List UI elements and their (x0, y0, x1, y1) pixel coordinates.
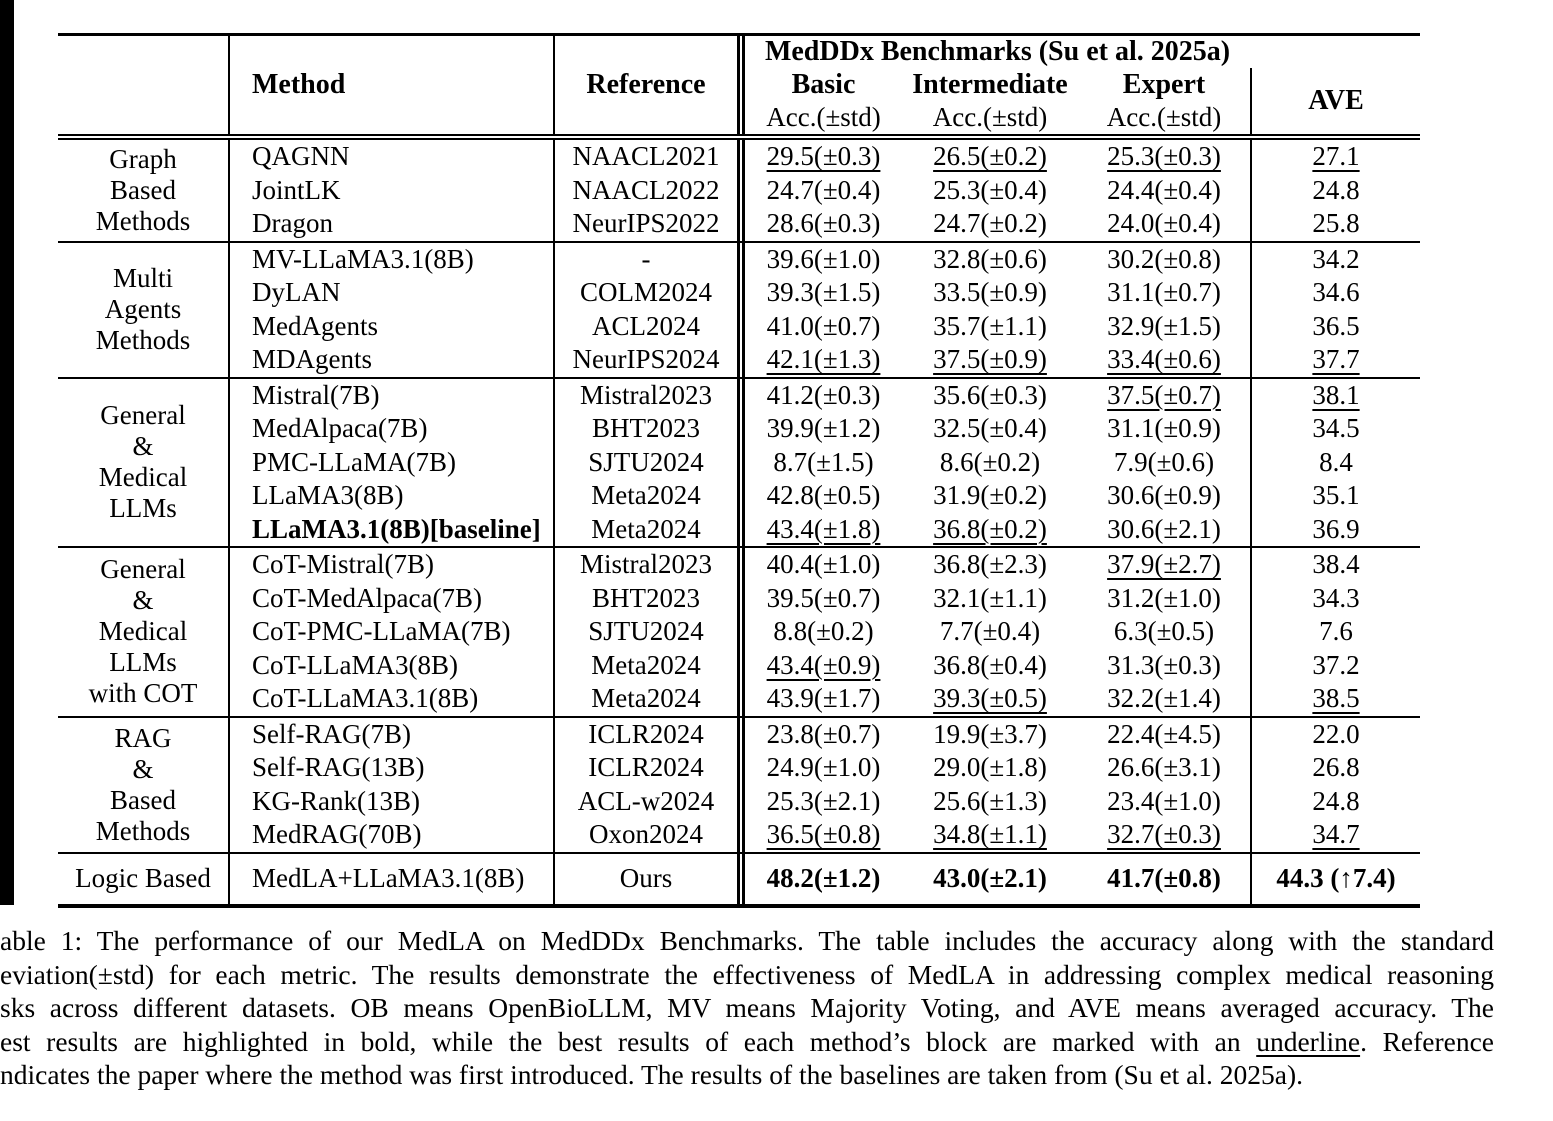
metric-value: 32.8(±0.6) (933, 243, 1047, 274)
intermediate-acc-cell (902, 276, 1078, 310)
ave-cell (1250, 446, 1420, 480)
method-name: MedAgents (228, 310, 553, 344)
metric-value: 34.8(±1.1) (933, 819, 1047, 850)
reference-venue: - (553, 243, 737, 277)
intermediate-acc-cell (902, 412, 1078, 446)
left-edge-bar (0, 0, 14, 905)
ave-cell (1250, 854, 1420, 904)
metric-value: 37.9(±2.7) (1107, 549, 1221, 580)
ave-cell (1250, 513, 1420, 547)
block-category (58, 379, 228, 547)
intermediate-acc-cell (902, 243, 1078, 277)
metric-value: 24.8 (1312, 174, 1360, 205)
metric-value: 7.7(±0.4) (939, 616, 1041, 647)
block-category (58, 140, 228, 241)
metric-value: 42.8(±0.5) (766, 480, 881, 511)
metric-value: 8.7(±1.5) (773, 446, 874, 477)
expert-acc-cell (1078, 751, 1250, 785)
expert-acc-cell (1078, 479, 1250, 513)
reference-venue: NAACL2021 (553, 140, 737, 174)
ave-cell (1250, 785, 1420, 819)
metric-value: 30.2(±0.8) (1107, 243, 1221, 274)
metric-value: 31.2(±1.0) (1107, 582, 1221, 613)
expert-acc-cell (1078, 718, 1250, 752)
basic-acc-cell (737, 343, 902, 377)
block-category-line: Multi (112, 263, 173, 293)
reference-venue: Meta2024 (553, 682, 737, 716)
metric-value: 34.3 (1312, 582, 1360, 613)
block-category-line: & (132, 585, 154, 616)
method-name: MDAgents (228, 343, 553, 377)
metric-value: 43.9(±1.7) (766, 683, 881, 714)
expert-acc-cell (1078, 513, 1250, 547)
header-basic: Basic (737, 68, 902, 101)
basic-acc-cell (737, 412, 902, 446)
method-block-2 (58, 377, 1420, 547)
metric-value: 25.3(±0.4) (933, 174, 1047, 205)
expert-acc-cell (1078, 615, 1250, 649)
expert-acc-cell (1078, 582, 1250, 616)
metric-value: 39.3(±1.5) (766, 277, 881, 308)
metric-value: 24.7(±0.4) (766, 174, 881, 205)
reference-venue: Meta2024 (553, 479, 737, 513)
metric-value: 42.1(±1.3) (766, 344, 881, 375)
metric-value: 24.0(±0.4) (1107, 208, 1221, 239)
intermediate-acc-cell (902, 718, 1078, 752)
ave-cell (1250, 718, 1420, 752)
metric-value: 43.4(±1.8) (766, 513, 881, 544)
caption-line-4 (0, 1025, 1494, 1059)
basic-acc-cell (737, 243, 902, 277)
metric-value: 34.2 (1312, 243, 1360, 274)
ave-cell (1250, 243, 1420, 277)
caption-underline-word: underline (1256, 1025, 1361, 1057)
expert-acc-cell (1078, 310, 1250, 344)
expert-acc-cell (1078, 243, 1250, 277)
ave-cell (1250, 649, 1420, 683)
caption-line-3: sks across different datasets. OB means OpenBioLLM, MV means Majority Voting, and AVE means averaged accuracy. The (0, 992, 1494, 1023)
basic-acc-cell (737, 818, 902, 852)
basic-acc-cell (737, 751, 902, 785)
ave-cell (1250, 207, 1420, 241)
metric-value: 32.7(±0.3) (1107, 819, 1221, 850)
reference-venue: SJTU2024 (553, 446, 737, 480)
metric-value: 33.5(±0.9) (933, 277, 1047, 308)
expert-acc-cell (1078, 174, 1250, 208)
metric-value: 39.6(±1.0) (766, 243, 881, 274)
metric-value: 31.9(±0.2) (933, 480, 1047, 511)
metric-value: 37.2 (1312, 649, 1360, 680)
method-name: JointLK (228, 174, 553, 208)
metric-value: 29.0(±1.8) (933, 752, 1047, 783)
reference-venue: Mistral2023 (553, 379, 737, 413)
method-name: CoT-PMC-LLaMA(7B) (228, 615, 553, 649)
block-category-line: LLMs (109, 647, 177, 678)
metric-value: 41.7(±0.8) (1107, 863, 1221, 893)
method-block-3 (58, 546, 1420, 716)
expert-acc-cell (1078, 548, 1250, 582)
header-method: Method (228, 36, 553, 134)
block-category-line: LLMs (109, 493, 177, 524)
metric-value: 35.1 (1312, 480, 1360, 511)
expert-acc-cell (1078, 379, 1250, 413)
metric-value: 43.0(±2.1) (933, 863, 1047, 893)
basic-acc-cell (737, 446, 902, 480)
intermediate-acc-cell (902, 343, 1078, 377)
header-intermediate-acc: Acc.(±std) (932, 102, 1048, 132)
basic-acc-cell (737, 615, 902, 649)
basic-acc-cell (737, 785, 902, 819)
basic-acc-cell (737, 276, 902, 310)
metric-value: 26.8 (1312, 752, 1360, 783)
metric-value: 31.1(±0.9) (1107, 413, 1221, 444)
metric-value: 24.7(±0.2) (933, 208, 1047, 239)
metric-value: 30.6(±0.9) (1107, 480, 1221, 511)
method-name: CoT-MedAlpaca(7B) (228, 582, 553, 616)
metric-value: 28.6(±0.3) (766, 208, 881, 239)
block-category-line: Methods (95, 205, 191, 236)
reference-venue: COLM2024 (553, 276, 737, 310)
intermediate-acc-cell (902, 174, 1078, 208)
expert-acc-cell (1078, 276, 1250, 310)
ave-cell (1250, 818, 1420, 852)
basic-acc-cell (737, 718, 902, 752)
intermediate-acc-cell (902, 785, 1078, 819)
caption-line-4-post: . Reference (1360, 1025, 1495, 1057)
expert-acc-cell (1078, 649, 1250, 683)
metric-value: 31.1(±0.7) (1107, 277, 1221, 308)
block-category-line: with COT (88, 678, 198, 709)
method-name: Self-RAG(7B) (228, 718, 553, 752)
ave-cell (1250, 479, 1420, 513)
metric-value: 27.1 (1312, 141, 1360, 172)
table-body (58, 140, 1420, 904)
reference-venue: NAACL2022 (553, 174, 737, 208)
header-reference: Reference (553, 36, 737, 134)
method-name: MedLA+LLaMA3.1(8B) (228, 854, 553, 904)
metric-value: 32.9(±1.5) (1107, 310, 1221, 341)
metric-value: 30.6(±2.1) (1107, 513, 1221, 544)
ave-cell (1250, 751, 1420, 785)
metric-value: 7.6 (1319, 616, 1353, 647)
basic-acc-cell (737, 207, 902, 241)
metric-value: 44.3 (↑7.4) (1276, 863, 1396, 893)
intermediate-acc-cell (902, 207, 1078, 241)
method-name: CoT-Mistral(7B) (228, 548, 553, 582)
metric-value: 35.7(±1.1) (933, 310, 1047, 341)
block-category-line: RAG (114, 722, 172, 753)
reference-venue: NeurIPS2022 (553, 207, 737, 241)
metric-value: 36.8(±0.4) (933, 649, 1047, 680)
metric-value: 41.2(±0.3) (766, 379, 881, 410)
results-table (58, 33, 1420, 908)
metric-value: 36.8(±2.3) (933, 549, 1047, 580)
intermediate-acc-cell (902, 140, 1078, 174)
basic-acc-cell (737, 548, 902, 582)
intermediate-acc-cell (902, 615, 1078, 649)
intermediate-acc-cell (902, 682, 1078, 716)
block-category (58, 718, 228, 852)
metric-value: 25.3(±0.3) (1107, 141, 1221, 172)
metric-value: 25.3(±2.1) (766, 785, 881, 816)
block-category-line: Methods (95, 325, 191, 355)
block-category-line: Methods (95, 815, 191, 846)
block-category (58, 854, 228, 904)
reference-venue: Meta2024 (553, 513, 737, 547)
reference-venue: BHT2023 (553, 412, 737, 446)
intermediate-acc-cell (902, 479, 1078, 513)
header-expert-acc: Acc.(±std) (1106, 102, 1222, 132)
reference-venue: ACL-w2024 (553, 785, 737, 819)
expert-acc-cell (1078, 785, 1250, 819)
method-name: MV-LLaMA3.1(8B) (228, 243, 553, 277)
metric-value: 34.6 (1312, 277, 1360, 308)
metric-value: 23.8(±0.7) (766, 718, 881, 749)
header-intermediate: Intermediate (912, 68, 1068, 100)
reference-venue: SJTU2024 (553, 615, 737, 649)
metric-value: 33.4(±0.6) (1107, 344, 1221, 375)
expert-acc-cell (1078, 343, 1250, 377)
metric-value: 36.8(±0.2) (933, 513, 1047, 544)
reference-venue: BHT2023 (553, 582, 737, 616)
caption-line-4-pre: est results are highlighted in bold, while the best results of each method’s block are marked with an (0, 1025, 1257, 1057)
ave-cell (1250, 615, 1420, 649)
method-name: MedRAG(70B) (228, 818, 553, 852)
metric-value: 22.0 (1312, 718, 1360, 749)
block-category-line: & (132, 431, 154, 462)
intermediate-acc-cell (902, 751, 1078, 785)
expert-acc-cell (1078, 207, 1250, 241)
metric-value: 22.4(±4.5) (1107, 718, 1221, 749)
method-name: PMC-LLaMA(7B) (228, 446, 553, 480)
metric-value: 39.5(±0.7) (766, 582, 881, 613)
method-name: LLaMA3(8B) (228, 479, 553, 513)
metric-value: 38.4 (1312, 549, 1360, 580)
metric-value: 24.9(±1.0) (766, 752, 881, 783)
reference-venue: NeurIPS2024 (553, 343, 737, 377)
metric-value: 25.8 (1312, 208, 1360, 239)
basic-acc-cell (737, 310, 902, 344)
caption-line-2: eviation(±std) for each metric. The results demonstrate the effectiveness of MedLA in addressing complex medical reasoning (0, 958, 1494, 990)
method-name: LLaMA3.1(8B)[baseline] (228, 513, 553, 547)
metric-value: 37.7 (1312, 344, 1360, 375)
ave-cell (1250, 548, 1420, 582)
header-ave: AVE (1250, 68, 1420, 134)
metric-value: 48.2(±1.2) (766, 863, 881, 893)
ave-cell (1250, 582, 1420, 616)
metric-value: 32.5(±0.4) (933, 413, 1047, 444)
metric-value: 39.3(±0.5) (933, 683, 1047, 714)
metric-value: 38.5 (1312, 683, 1360, 714)
caption-line-1: able 1: The performance of our MedLA on MedDDx Benchmarks. The table includes the accuracy along with the standard (0, 925, 1494, 956)
header-benchmark-group: MedDDx Benchmarks (Su et al. 2025a) (737, 36, 1250, 68)
block-category (58, 548, 228, 716)
method-name: KG-Rank(13B) (228, 785, 553, 819)
metric-value: 25.6(±1.3) (933, 785, 1047, 816)
expert-acc-cell (1078, 412, 1250, 446)
metric-value: 39.9(±1.2) (766, 413, 881, 444)
ave-cell (1250, 343, 1420, 377)
block-category-line: Based (110, 174, 176, 205)
expert-acc-cell (1078, 854, 1250, 904)
basic-acc-cell (737, 513, 902, 547)
basic-acc-cell (737, 140, 902, 174)
metric-value: 32.1(±1.1) (933, 582, 1047, 613)
intermediate-acc-cell (902, 818, 1078, 852)
header-expert: Expert (1122, 68, 1206, 100)
header-basic-acc: Acc.(±std) (737, 101, 902, 134)
block-category-line: Graph (109, 143, 177, 174)
reference-venue: ICLR2024 (553, 718, 737, 752)
method-block-4 (58, 716, 1420, 852)
reference-venue: ICLR2024 (553, 751, 737, 785)
table-caption (0, 924, 1494, 1092)
metric-value: 40.4(±1.0) (766, 549, 881, 580)
ave-cell (1250, 310, 1420, 344)
metric-value: 24.8 (1312, 785, 1360, 816)
method-block-1 (58, 241, 1420, 377)
expert-acc-cell (1078, 446, 1250, 480)
intermediate-acc-cell (902, 446, 1078, 480)
block-category-line: Medical (98, 616, 188, 647)
metric-value: 6.3(±0.5) (1113, 616, 1215, 647)
method-name: Dragon (228, 207, 553, 241)
metric-value: 32.2(±1.4) (1107, 683, 1221, 714)
intermediate-acc-cell (902, 548, 1078, 582)
intermediate-acc-cell (902, 854, 1078, 904)
intermediate-acc-cell (902, 649, 1078, 683)
ave-cell (1250, 140, 1420, 174)
metric-value: 8.6(±0.2) (939, 446, 1041, 477)
intermediate-acc-cell (902, 379, 1078, 413)
basic-acc-cell (737, 174, 902, 208)
ave-cell (1250, 276, 1420, 310)
ave-cell (1250, 412, 1420, 446)
metric-value: 37.5(±0.7) (1107, 379, 1221, 410)
reference-venue: Mistral2023 (553, 548, 737, 582)
caption-line-5: ndicates the paper where the method was first introduced. The results of the baselines are taken from (Su et al. 2025a). (0, 1059, 1304, 1090)
method-name: Mistral(7B) (228, 379, 553, 413)
method-name: CoT-LLaMA3(8B) (228, 649, 553, 683)
metric-value: 34.7 (1312, 819, 1360, 850)
metric-value: 35.6(±0.3) (933, 379, 1047, 410)
method-name: CoT-LLaMA3.1(8B) (228, 682, 553, 716)
block-category-line: Agents (104, 294, 182, 324)
method-block-0 (58, 140, 1420, 241)
metric-value: 38.1 (1312, 379, 1360, 410)
block-category-line: & (132, 753, 154, 784)
block-category-line: Logic Based (75, 863, 211, 893)
metric-value: 43.4(±0.9) (766, 649, 881, 680)
metric-value: 31.3(±0.3) (1107, 649, 1221, 680)
method-name: Self-RAG(13B) (228, 751, 553, 785)
reference-venue: Oxon2024 (553, 818, 737, 852)
metric-value: 36.5 (1312, 310, 1360, 341)
method-name: DyLAN (228, 276, 553, 310)
reference-venue: Ours (553, 854, 737, 904)
basic-acc-cell (737, 649, 902, 683)
metric-value: 19.9(±3.7) (933, 718, 1047, 749)
method-name: MedAlpaca(7B) (228, 412, 553, 446)
basic-acc-cell (737, 682, 902, 716)
expert-acc-cell (1078, 818, 1250, 852)
block-category-line: General (100, 400, 186, 431)
basic-acc-cell (737, 582, 902, 616)
expert-acc-cell (1078, 682, 1250, 716)
metric-value: 23.4(±1.0) (1107, 785, 1221, 816)
block-category-line: Based (110, 784, 176, 815)
basic-acc-cell (737, 479, 902, 513)
metric-value: 36.9 (1312, 513, 1360, 544)
intermediate-acc-cell (902, 310, 1078, 344)
reference-venue: ACL2024 (553, 310, 737, 344)
basic-acc-cell (737, 379, 902, 413)
method-block-5 (58, 852, 1420, 904)
metric-value: 8.4 (1319, 446, 1353, 477)
metric-value: 29.5(±0.3) (766, 141, 881, 172)
metric-value: 37.5(±0.9) (933, 344, 1047, 375)
metric-value: 34.5 (1312, 413, 1360, 444)
ave-cell (1250, 174, 1420, 208)
block-category (58, 243, 228, 377)
method-name: QAGNN (228, 140, 553, 174)
basic-acc-cell (737, 854, 902, 904)
intermediate-acc-cell (902, 513, 1078, 547)
header-empty-cell (58, 36, 228, 134)
table-header (58, 36, 1420, 140)
block-category-line: Medical (98, 462, 188, 493)
metric-value: 36.5(±0.8) (766, 819, 881, 850)
metric-value: 26.5(±0.2) (933, 141, 1047, 172)
intermediate-acc-cell (902, 582, 1078, 616)
metric-value: 41.0(±0.7) (766, 310, 881, 341)
reference-venue: Meta2024 (553, 649, 737, 683)
metric-value: 8.8(±0.2) (773, 616, 874, 647)
ave-cell (1250, 682, 1420, 716)
metric-value: 24.4(±0.4) (1107, 174, 1221, 205)
block-category-line: General (100, 554, 186, 585)
expert-acc-cell (1078, 140, 1250, 174)
ave-cell (1250, 379, 1420, 413)
metric-value: 26.6(±3.1) (1107, 752, 1221, 783)
metric-value: 7.9(±0.6) (1113, 446, 1215, 477)
